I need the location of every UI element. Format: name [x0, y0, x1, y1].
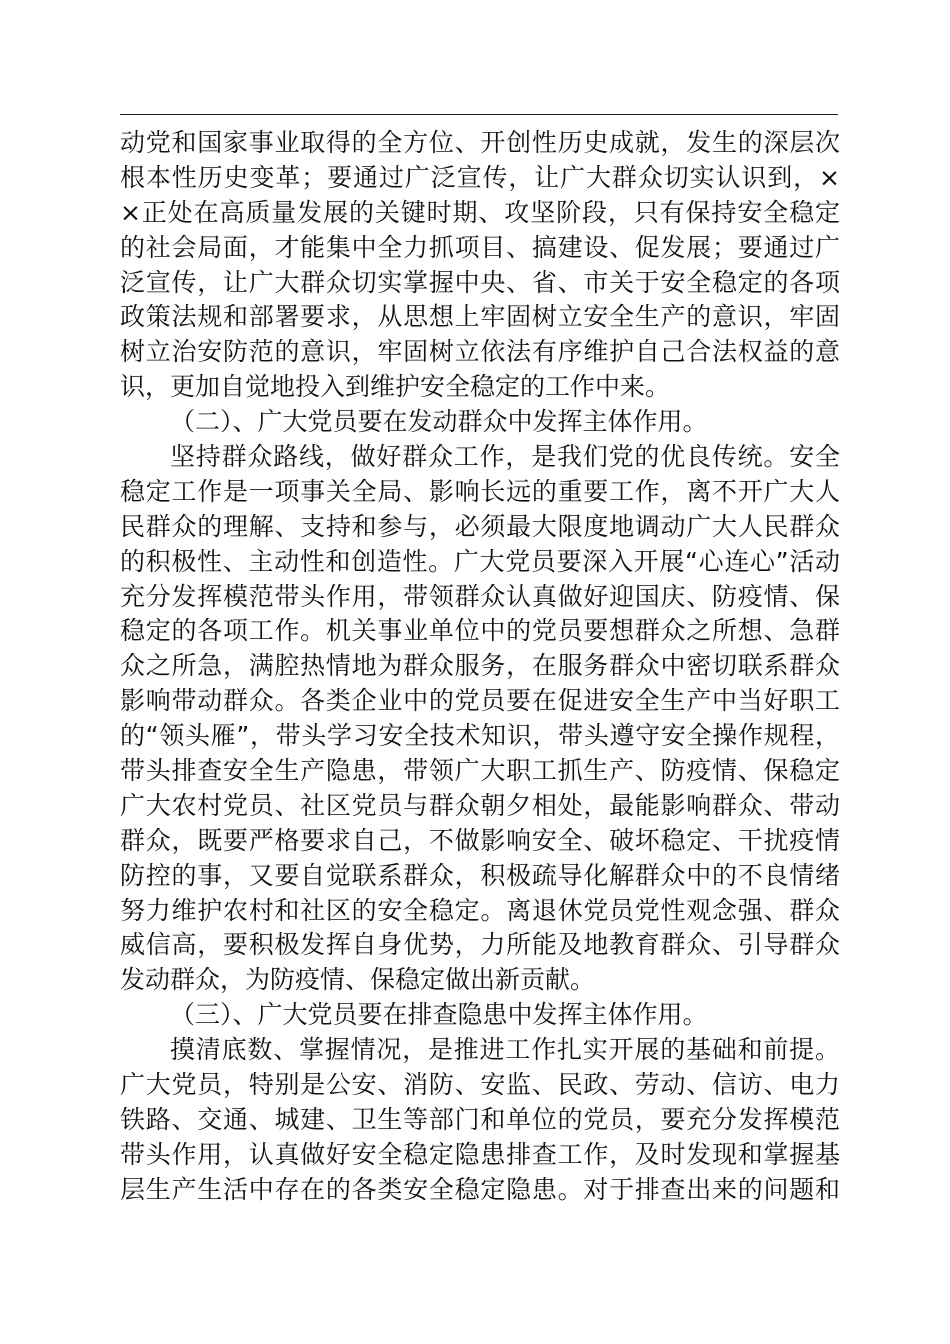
header-rule: [120, 114, 838, 115]
text-line: 影响带动群众。各类企业中的党员要在促进安全生产中当好职工: [120, 686, 840, 716]
text-line: 带头作用，认真做好安全稳定隐患排查工作，及时发现和掌握基: [120, 1139, 840, 1169]
body-text: [120, 126, 840, 1208]
text-line: 摸清底数、掌握情况，是推进工作扎实开展的基础和前提。: [170, 1035, 840, 1065]
text-line: 的“领头雁”，带头学习安全技术知识，带头遵守安全操作规程，: [120, 721, 840, 751]
text-line: 防控的事，又要自觉联系群众，积极疏导化解群众中的不良情绪: [120, 860, 840, 890]
text-line: 坚持群众路线，做好群众工作，是我们党的优良传统。安全: [170, 442, 840, 472]
text-line: 识，更加自觉地投入到维护安全稳定的工作中来。: [120, 372, 671, 402]
text-line: 努力维护农村和社区的安全稳定。离退休党员党性观念强、群众: [120, 895, 840, 925]
text-line: 泛宣传，让广大群众切实掌握中央、省、市关于安全稳定的各项: [120, 267, 840, 297]
text-line: 广大党员，特别是公安、消防、安监、民政、劳动、信访、电力: [120, 1070, 840, 1100]
section-heading: （二）、广大党员要在发动群众中发挥主体作用。: [170, 407, 708, 437]
text-line: 充分发挥模范带头作用，带领群众认真做好迎国庆、防疫情、保: [120, 581, 840, 611]
text-line: 广大农村党员、社区党员与群众朝夕相处，最能影响群众、带动: [120, 790, 840, 820]
text-line: 根本性历史变革；要通过广泛宣传，让广大群众切实认识到，×: [120, 162, 840, 192]
text-line: 层生产生活中存在的各类安全稳定隐患。对于排查出来的问题和: [120, 1174, 840, 1204]
section-heading: （三）、广大党员要在排查隐患中发挥主体作用。: [170, 1000, 708, 1030]
text-line: 威信高，要积极发挥自身优势，力所能及地教育群众、引导群众: [120, 930, 840, 960]
text-line: 的积极性、主动性和创造性。广大党员要深入开展“心连心”活动: [120, 546, 840, 576]
text-line: 稳定工作是一项事关全局、影响长远的重要工作，离不开广大人: [120, 476, 840, 506]
text-line: 铁路、交通、城建、卫生等部门和单位的党员，要充分发挥模范: [120, 1104, 840, 1134]
text-line: 民群众的理解、支持和参与，必须最大限度地调动广大人民群众: [120, 511, 840, 541]
text-line: 发动群众，为防疫情、保稳定做出新贡献。: [120, 965, 596, 995]
text-line: 的社会局面，才能集中全力抓项目、搞建设、促发展；要通过广: [120, 232, 840, 262]
text-line: 众之所急，满腔热情地为群众服务，在服务群众中密切联系群众: [120, 651, 840, 681]
text-line: 带头排查安全生产隐患，带领广大职工抓生产、防疫情、保稳定: [120, 756, 840, 786]
text-line: ×正处在高质量发展的关键时期、攻坚阶段，只有保持安全稳定: [120, 197, 840, 227]
text-line: 动党和国家事业取得的全方位、开创性历史成就，发生的深层次: [120, 128, 840, 157]
text-line: 政策法规和部署要求，从思想上牢固树立安全生产的意识，牢固: [120, 302, 840, 332]
text-line: 稳定的各项工作。机关事业单位中的党员要想群众之所想、急群: [120, 616, 840, 646]
text-line: 树立治安防范的意识，牢固树立依法有序维护自己合法权益的意: [120, 337, 840, 367]
text-line: 群众，既要严格要求自己，不做影响安全、破坏稳定、干扰疫情: [120, 825, 840, 855]
